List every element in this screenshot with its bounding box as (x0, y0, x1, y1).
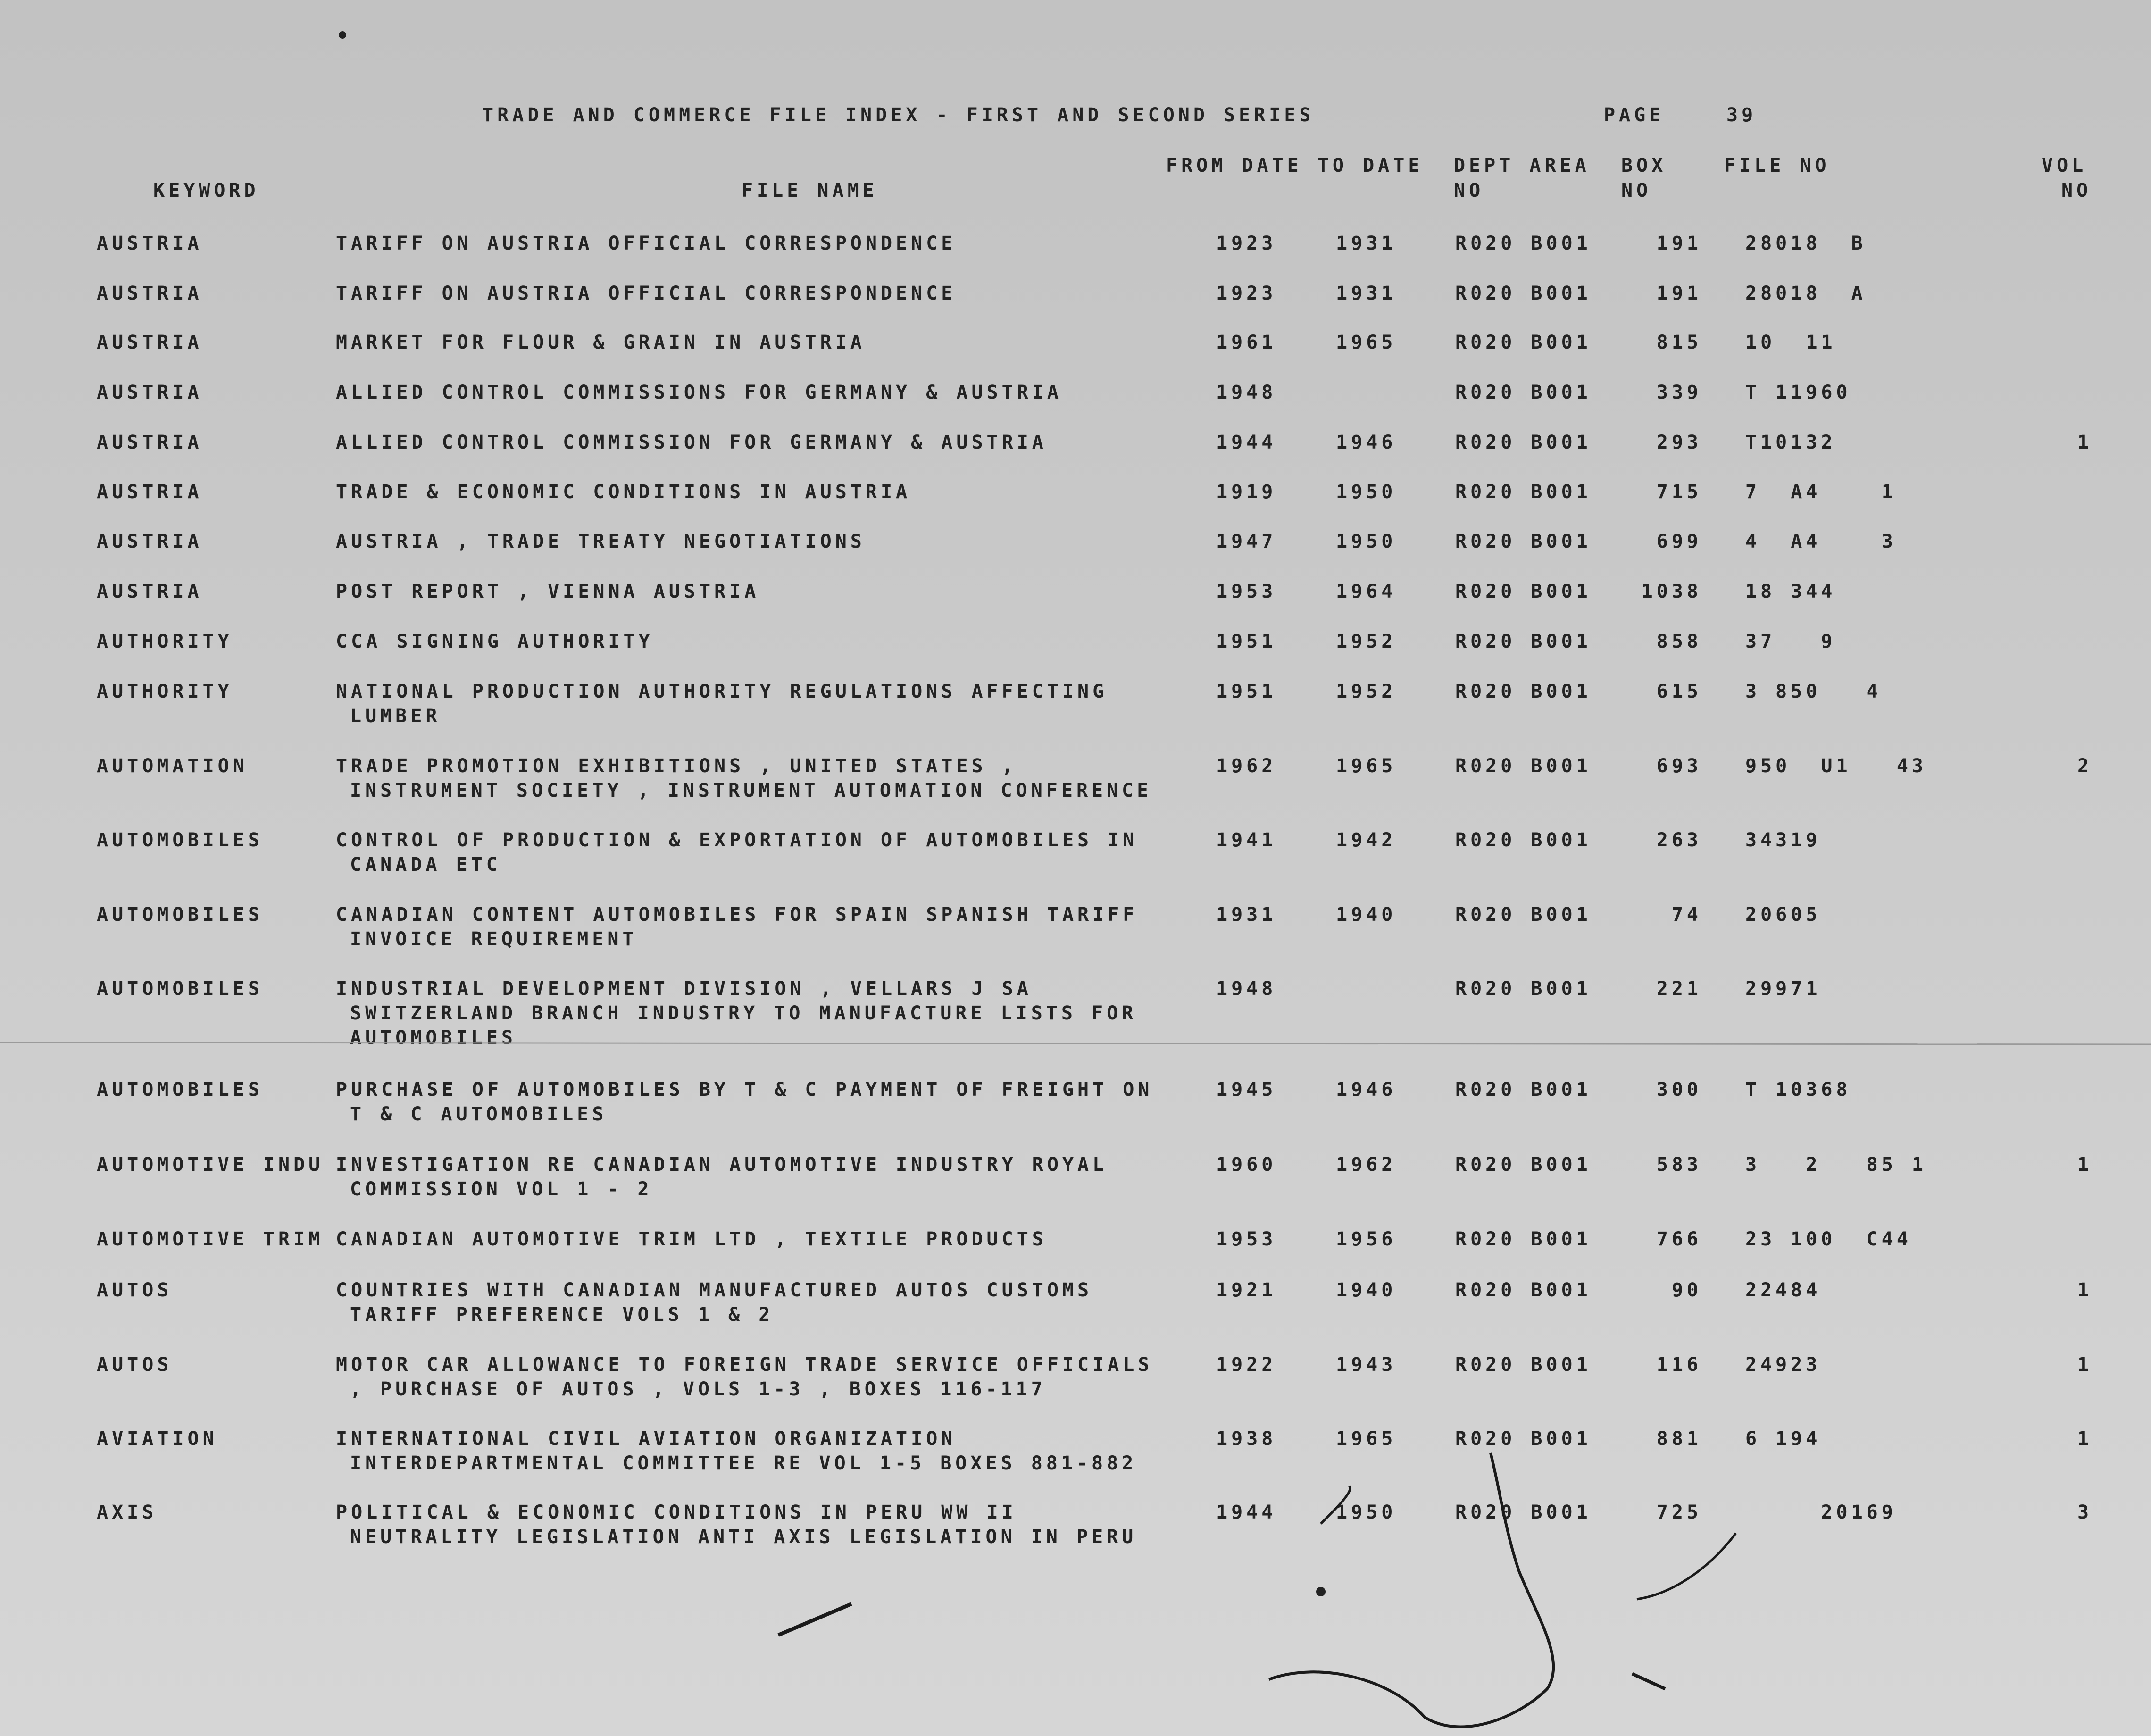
row-file-name-line2: LUMBER (350, 705, 441, 727)
row-from-date: 1944 (1216, 432, 1277, 453)
row-keyword: AUSTRIA (97, 581, 203, 602)
row-box-no: 715 (1656, 481, 1702, 503)
row-keyword: AUTOMOBILES (97, 904, 263, 926)
row-to-date: 1956 (1336, 1228, 1397, 1250)
row-file-name: TARIFF ON AUSTRIA OFFICIAL CORRESPONDENCE (336, 233, 957, 254)
row-dept-area: R020 B001 (1455, 681, 1592, 702)
row-file-name: POLITICAL & ECONOMIC CONDITIONS IN PERU WW II (336, 1502, 1017, 1523)
row-keyword: AUTOS (97, 1279, 173, 1301)
row-dept-area: R020 B001 (1455, 829, 1592, 851)
row-keyword: AUTOMOTIVE TRIM (97, 1228, 324, 1250)
row-vol-no: 3 (2077, 1502, 2093, 1523)
row-file-name: INTERNATIONAL CIVIL AVIATION ORGANIZATION (336, 1428, 957, 1450)
row-file-name: MARKET FOR FLOUR & GRAIN IN AUSTRIA (336, 332, 866, 353)
row-to-date: 1940 (1336, 1279, 1397, 1301)
row-file-name-line2: INSTRUMENT SOCIETY , INSTRUMENT AUTOMATION CONFERENCE (350, 780, 1152, 801)
row-file-name: CCA SIGNING AUTHORITY (336, 631, 654, 652)
row-from-date: 1923 (1216, 233, 1277, 254)
row-file-name-line2: CANADA ETC (350, 854, 501, 876)
col-keyword: KEYWORD (153, 180, 259, 201)
row-vol-no: 1 (2077, 1279, 2093, 1301)
row-box-no: 693 (1656, 755, 1702, 777)
row-to-date: 1952 (1336, 631, 1397, 652)
row-file-no: 28018 B (1745, 233, 1867, 254)
row-file-name: ALLIED CONTROL COMMISSION FOR GERMANY & AUSTRIA (336, 432, 1047, 453)
row-box-no: 263 (1656, 829, 1702, 851)
row-box-no: 1038 (1641, 581, 1702, 602)
row-keyword: AUTOMOTIVE INDU (97, 1154, 324, 1176)
row-dept-area: R020 B001 (1455, 531, 1592, 552)
row-from-date: 1923 (1216, 283, 1277, 304)
row-from-date: 1951 (1216, 631, 1277, 652)
row-from-date: 1961 (1216, 332, 1277, 353)
col-file-no: FILE NO (1724, 155, 1830, 176)
row-box-no: 300 (1656, 1079, 1702, 1101)
row-to-date: 1962 (1336, 1154, 1397, 1176)
row-from-date: 1922 (1216, 1354, 1277, 1376)
row-from-date: 1944 (1216, 1502, 1277, 1523)
row-keyword: AUSTRIA (97, 283, 203, 304)
row-file-no: T 11960 (1745, 382, 1851, 403)
row-from-date: 1953 (1216, 581, 1277, 602)
row-vol-no: 1 (2077, 432, 2093, 453)
page-title: TRADE AND COMMERCE FILE INDEX - FIRST AND SECOND SERIES (482, 104, 1315, 126)
row-to-date: 1952 (1336, 681, 1397, 702)
row-dept-area: R020 B001 (1455, 581, 1592, 602)
row-dept-area: R020 B001 (1455, 1279, 1592, 1301)
row-keyword: AUTHORITY (97, 631, 233, 652)
row-to-date: 1942 (1336, 829, 1397, 851)
row-file-name-line2: TARIFF PREFERENCE VOLS 1 & 2 (350, 1304, 774, 1326)
col-file-name: FILE NAME (742, 180, 878, 201)
row-from-date: 1960 (1216, 1154, 1277, 1176)
row-vol-no: 1 (2077, 1354, 2093, 1376)
row-dept-area: R020 B001 (1455, 978, 1592, 1000)
row-file-no: 34319 (1745, 829, 1821, 851)
row-box-no: 221 (1656, 978, 1702, 1000)
row-box-no: 725 (1656, 1502, 1702, 1523)
row-file-name: PURCHASE OF AUTOMOBILES BY T & C PAYMENT OF FREIGHT ON (336, 1079, 1153, 1101)
row-keyword: AUSTRIA (97, 332, 203, 353)
row-to-date: 1950 (1336, 481, 1397, 503)
page-label: PAGE (1604, 104, 1665, 126)
row-to-date: 1946 (1336, 432, 1397, 453)
row-to-date: 1965 (1336, 755, 1397, 777)
row-file-name-line2: INTERDEPARTMENTAL COMMITTEE RE VOL 1-5 BOXES 881-882 (350, 1452, 1137, 1474)
row-file-name: COUNTRIES WITH CANADIAN MANUFACTURED AUTOS CUSTOMS (336, 1279, 1093, 1301)
row-dept-area: R020 B001 (1455, 1428, 1592, 1450)
row-dept-area: R020 B001 (1455, 233, 1592, 254)
row-file-no: 20169 (1745, 1502, 1897, 1523)
row-dept-area: R020 B001 (1455, 382, 1592, 403)
row-box-no: 116 (1656, 1354, 1702, 1376)
col-dept-area-no: NO (1454, 180, 1484, 201)
row-keyword: AUSTRIA (97, 481, 203, 503)
row-box-no: 815 (1656, 332, 1702, 353)
col-from-to-date: FROM DATE TO DATE (1166, 155, 1424, 176)
col-vol-no: NO (2061, 180, 2092, 201)
row-box-no: 339 (1656, 382, 1702, 403)
row-keyword: AUSTRIA (97, 531, 203, 552)
row-keyword: AUTOMATION (97, 755, 248, 777)
row-file-no: 22484 (1745, 1279, 1821, 1301)
row-dept-area: R020 B001 (1455, 332, 1592, 353)
row-file-no: 23 100 C44 (1745, 1228, 1912, 1250)
row-file-no: 20605 (1745, 904, 1821, 926)
row-box-no: 881 (1656, 1428, 1702, 1450)
row-box-no: 858 (1656, 631, 1702, 652)
row-to-date: 1931 (1336, 233, 1397, 254)
row-file-no: 3 2 85 1 (1745, 1154, 1927, 1176)
row-file-name: MOTOR CAR ALLOWANCE TO FOREIGN TRADE SERVICE OFFICIALS (336, 1354, 1153, 1376)
row-vol-no: 1 (2077, 1154, 2093, 1176)
row-file-name-line2: SWITZERLAND BRANCH INDUSTRY TO MANUFACTURE LISTS FOR (350, 1002, 1137, 1024)
row-file-no: 6 194 (1745, 1428, 1821, 1450)
row-file-no: 28018 A (1745, 283, 1867, 304)
row-box-no: 74 (1671, 904, 1702, 926)
row-from-date: 1941 (1216, 829, 1277, 851)
row-file-no: 10 11 (1745, 332, 1836, 353)
row-box-no: 583 (1656, 1154, 1702, 1176)
row-dept-area: R020 B001 (1455, 1154, 1592, 1176)
row-keyword: AUTOMOBILES (97, 978, 263, 1000)
row-file-name: TRADE PROMOTION EXHIBITIONS , UNITED STATES , (336, 755, 1017, 777)
row-keyword: AUTHORITY (97, 681, 233, 702)
row-file-no: 37 9 (1745, 631, 1836, 652)
row-keyword: AUSTRIA (97, 382, 203, 403)
row-file-name: CONTROL OF PRODUCTION & EXPORTATION OF AUTOMOBILES IN (336, 829, 1138, 851)
row-keyword: AUTOS (97, 1354, 173, 1376)
row-file-no: 950 U1 43 (1745, 755, 1927, 777)
row-file-name: TARIFF ON AUSTRIA OFFICIAL CORRESPONDENCE (336, 283, 957, 304)
row-dept-area: R020 B001 (1455, 1502, 1592, 1523)
row-to-date: 1965 (1336, 1428, 1397, 1450)
row-file-no: 7 A4 1 (1745, 481, 1897, 503)
row-vol-no: 1 (2077, 1428, 2093, 1450)
row-to-date: 1946 (1336, 1079, 1397, 1101)
row-box-no: 615 (1656, 681, 1702, 702)
row-file-name-line2: , PURCHASE OF AUTOS , VOLS 1-3 , BOXES 116-117 (350, 1378, 1046, 1400)
row-dept-area: R020 B001 (1455, 481, 1592, 503)
row-box-no: 699 (1656, 531, 1702, 552)
row-dept-area: R020 B001 (1455, 432, 1592, 453)
row-file-name: POST REPORT , VIENNA AUSTRIA (336, 581, 760, 602)
row-file-no: 18 344 (1745, 581, 1836, 602)
row-box-no: 766 (1656, 1228, 1702, 1250)
row-from-date: 1919 (1216, 481, 1277, 503)
row-to-date: 1950 (1336, 1502, 1397, 1523)
row-keyword: AXIS (97, 1502, 158, 1523)
row-vol-no: 2 (2077, 755, 2093, 777)
row-to-date: 1950 (1336, 531, 1397, 552)
row-file-name: INVESTIGATION RE CANADIAN AUTOMOTIVE INDUSTRY ROYAL (336, 1154, 1108, 1176)
row-keyword: AVIATION (97, 1428, 218, 1450)
page-number: 39 (1726, 104, 1757, 126)
row-from-date: 1962 (1216, 755, 1277, 777)
row-from-date: 1953 (1216, 1228, 1277, 1250)
row-to-date: 1943 (1336, 1354, 1397, 1376)
row-box-no: 191 (1656, 283, 1702, 304)
col-box: BOX (1621, 155, 1667, 176)
row-from-date: 1948 (1216, 978, 1277, 1000)
row-from-date: 1951 (1216, 681, 1277, 702)
row-dept-area: R020 B001 (1455, 1228, 1592, 1250)
row-to-date: 1964 (1336, 581, 1397, 602)
row-file-no: T10132 (1745, 432, 1836, 453)
row-to-date: 1940 (1336, 904, 1397, 926)
row-file-no: 29971 (1745, 978, 1821, 1000)
row-box-no: 90 (1671, 1279, 1702, 1301)
row-file-name: ALLIED CONTROL COMMISSIONS FOR GERMANY & AUSTRIA (336, 382, 1062, 403)
row-file-name: NATIONAL PRODUCTION AUTHORITY REGULATIONS AFFECTING (336, 681, 1108, 702)
row-file-no: T 10368 (1745, 1079, 1851, 1101)
row-file-name: CANADIAN AUTOMOTIVE TRIM LTD , TEXTILE PRODUCTS (336, 1228, 1047, 1250)
row-file-no: 24923 (1745, 1354, 1821, 1376)
row-dept-area: R020 B001 (1455, 755, 1592, 777)
row-file-name-line2: INVOICE REQUIREMENT (350, 928, 638, 950)
row-file-name-line2: T & C AUTOMOBILES (350, 1103, 608, 1125)
col-dept-area: DEPT AREA (1454, 155, 1590, 176)
row-file-name-line3: AUTOMOBILES (350, 1027, 517, 1049)
row-from-date: 1947 (1216, 531, 1277, 552)
row-to-date: 1931 (1336, 283, 1397, 304)
col-vol: VOL (2042, 155, 2087, 176)
row-from-date: 1945 (1216, 1079, 1277, 1101)
row-file-no: 4 A4 3 (1745, 531, 1897, 552)
col-box-no: NO (1621, 180, 1652, 201)
row-keyword: AUTOMOBILES (97, 1079, 263, 1101)
row-file-name-line2: COMMISSION VOL 1 - 2 (350, 1178, 653, 1200)
row-keyword: AUSTRIA (97, 233, 203, 254)
row-dept-area: R020 B001 (1455, 283, 1592, 304)
row-file-name: CANADIAN CONTENT AUTOMOBILES FOR SPAIN SPANISH TARIFF (336, 904, 1138, 926)
row-dept-area: R020 B001 (1455, 904, 1592, 926)
row-keyword: AUTOMOBILES (97, 829, 263, 851)
row-box-no: 293 (1656, 432, 1702, 453)
row-dept-area: R020 B001 (1455, 1079, 1592, 1101)
row-file-name: AUSTRIA , TRADE TREATY NEGOTIATIONS (336, 531, 866, 552)
row-dept-area: R020 B001 (1455, 631, 1592, 652)
row-from-date: 1931 (1216, 904, 1277, 926)
row-box-no: 191 (1656, 233, 1702, 254)
row-to-date: 1965 (1336, 332, 1397, 353)
row-file-name: TRADE & ECONOMIC CONDITIONS IN AUSTRIA (336, 481, 911, 503)
row-file-no: 3 850 4 (1745, 681, 1882, 702)
row-file-name: INDUSTRIAL DEVELOPMENT DIVISION , VELLARS J SA (336, 978, 1032, 1000)
row-keyword: AUSTRIA (97, 432, 203, 453)
row-from-date: 1921 (1216, 1279, 1277, 1301)
row-dept-area: R020 B001 (1455, 1354, 1592, 1376)
row-from-date: 1938 (1216, 1428, 1277, 1450)
row-from-date: 1948 (1216, 382, 1277, 403)
row-file-name-line2: NEUTRALITY LEGISLATION ANTI AXIS LEGISLATION IN PERU (350, 1526, 1137, 1548)
